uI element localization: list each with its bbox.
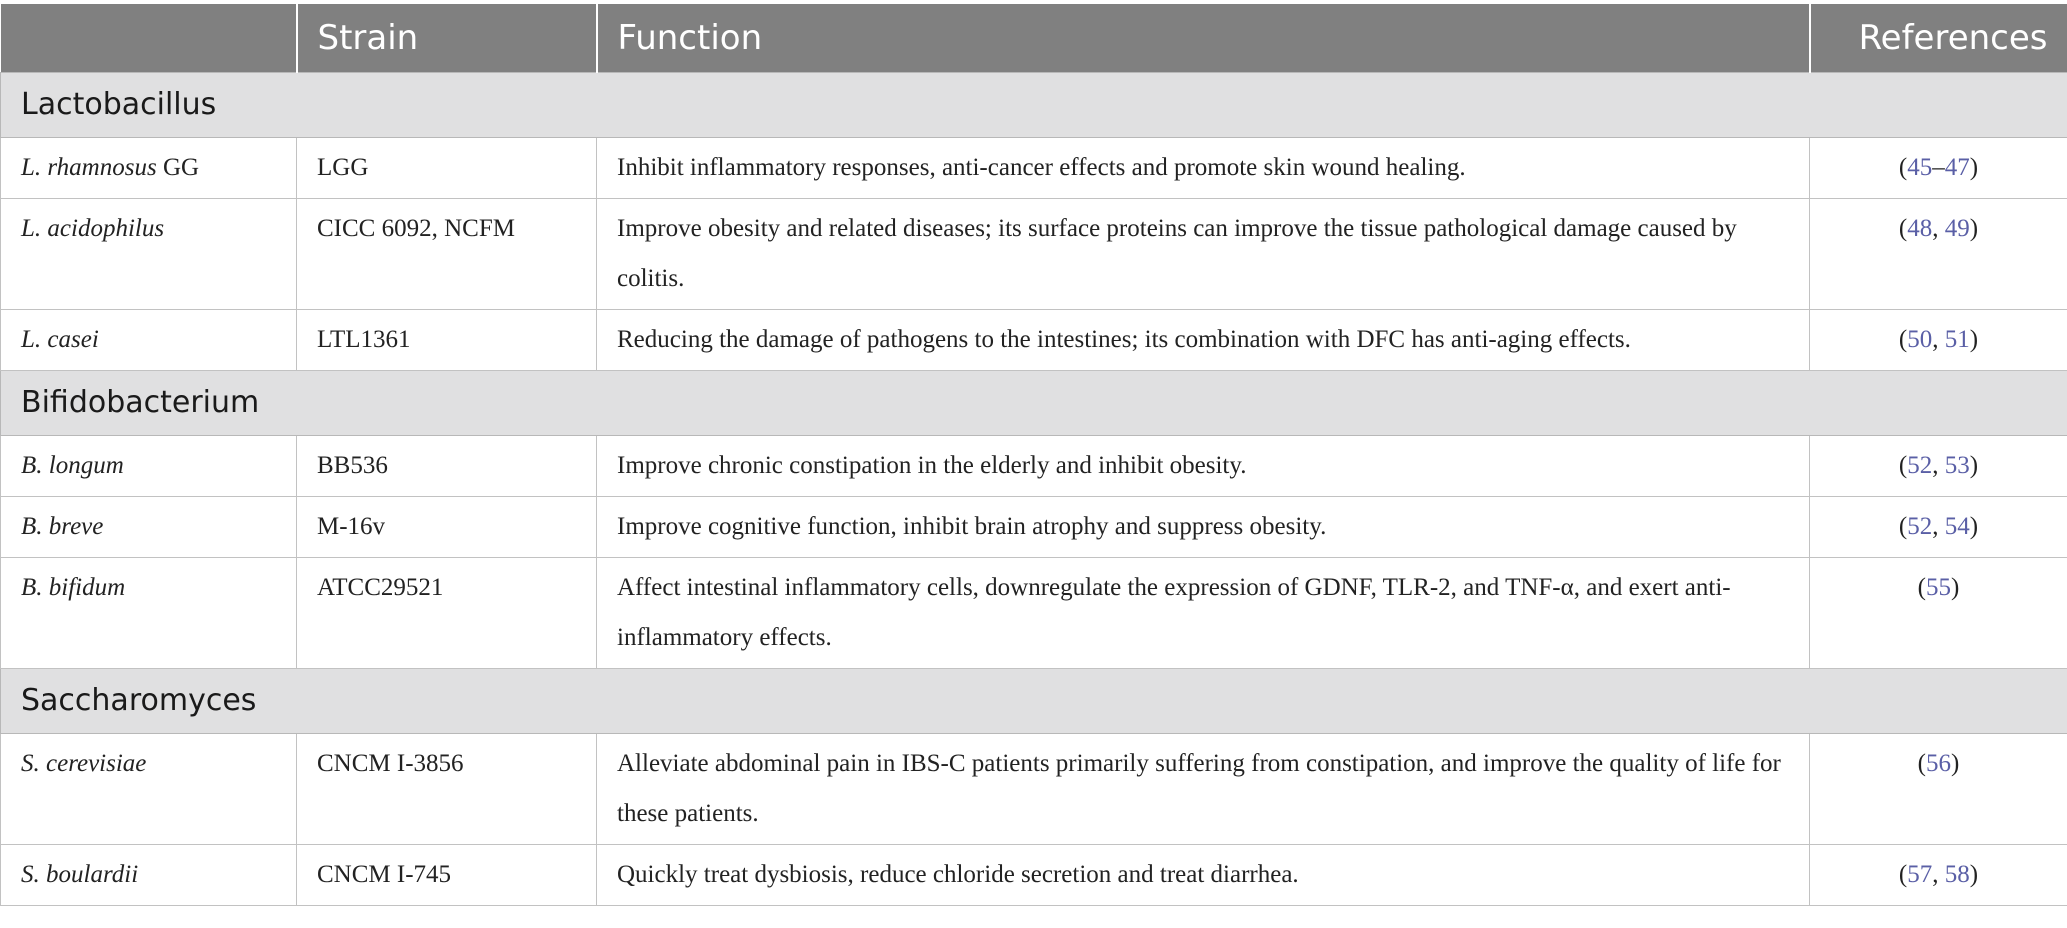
function-cell: Improve chronic constipation in the elderly and inhibit obesity. (597, 436, 1810, 497)
species-name: B. breve (21, 513, 104, 540)
table-row (1, 138, 2067, 199)
header-strain: Strain (297, 4, 597, 73)
strain-cell: CNCM I-3856 (297, 734, 597, 845)
table-row (1, 310, 2067, 371)
references-cell: (50, 51) (1810, 310, 2067, 371)
reference-link[interactable]: 52 (1907, 513, 1933, 540)
references-cell: (45–47) (1810, 138, 2067, 199)
species-suffix: GG (156, 154, 200, 181)
references-cell: (57, 58) (1810, 845, 2067, 906)
group-row (1, 371, 2067, 436)
species-name: B. longum (21, 452, 124, 479)
species-cell (1, 845, 297, 906)
references-cell: (56) (1810, 734, 2067, 845)
reference-link[interactable]: 45 (1907, 154, 1933, 181)
table-row (1, 734, 2067, 845)
group-row (1, 669, 2067, 734)
species-cell (1, 199, 297, 310)
strain-cell: LTL1361 (297, 310, 597, 371)
function-cell: Improve obesity and related diseases; its surface proteins can improve the tissue pathological damage caused by colitis. (597, 199, 1810, 310)
reference-link[interactable]: 57 (1907, 861, 1933, 888)
references-cell: (52, 53) (1810, 436, 2067, 497)
function-cell: Inhibit inflammatory responses, anti-cancer effects and promote skin wound healing. (597, 138, 1810, 199)
strain-cell: BB536 (297, 436, 597, 497)
group-label: Bifidobacterium (1, 371, 2067, 436)
species-cell (1, 436, 297, 497)
table-row (1, 845, 2067, 906)
function-cell: Quickly treat dysbiosis, reduce chloride secretion and treat diarrhea. (597, 845, 1810, 906)
species-cell (1, 734, 297, 845)
species-name: S. cerevisiae (21, 750, 147, 777)
group-label: Saccharomyces (1, 669, 2067, 734)
table-body (1, 73, 2067, 906)
reference-separator: , (1932, 215, 1945, 242)
reference-separator: , (1932, 513, 1945, 540)
species-name: L. rhamnosus (21, 154, 157, 181)
reference-link[interactable]: 51 (1944, 326, 1970, 353)
references-cell: (55) (1810, 558, 2067, 669)
strain-cell: M-16v (297, 497, 597, 558)
species-cell (1, 310, 297, 371)
function-cell: Alleviate abdominal pain in IBS-C patients primarily suffering from constipation, and improve the quality of life for these patients. (597, 734, 1810, 845)
table-row (1, 436, 2067, 497)
reference-link[interactable]: 55 (1926, 574, 1951, 601)
header-function: Function (597, 4, 1810, 73)
reference-link[interactable]: 56 (1926, 750, 1951, 777)
reference-link[interactable]: 54 (1944, 513, 1970, 540)
header-species (1, 4, 297, 73)
strain-cell: CNCM I-745 (297, 845, 597, 906)
reference-separator: , (1932, 452, 1945, 479)
strain-cell: CICC 6092, NCFM (297, 199, 597, 310)
reference-link[interactable]: 47 (1944, 154, 1970, 181)
species-name: S. boulardii (21, 861, 139, 888)
references-cell: (52, 54) (1810, 497, 2067, 558)
species-cell (1, 497, 297, 558)
table-header (1, 4, 2067, 73)
reference-link[interactable]: 52 (1907, 452, 1933, 479)
reference-separator: , (1932, 861, 1945, 888)
reference-link[interactable]: 58 (1944, 861, 1970, 888)
species-cell (1, 558, 297, 669)
reference-link[interactable]: 50 (1907, 326, 1933, 353)
group-row (1, 73, 2067, 138)
function-cell: Affect intestinal inflammatory cells, downregulate the expression of GDNF, TLR-2, and TNF-α, and exert anti-inflammatory effects. (597, 558, 1810, 669)
species-name: B. bifidum (21, 574, 126, 601)
reference-link[interactable]: 48 (1907, 215, 1933, 242)
probiotics-table (0, 4, 2067, 906)
table-row (1, 558, 2067, 669)
function-cell: Reducing the damage of pathogens to the intestines; its combination with DFC has anti-aging effects. (597, 310, 1810, 371)
species-name: L. acidophilus (21, 215, 165, 242)
species-cell (1, 138, 297, 199)
group-label: Lactobacillus (1, 73, 2067, 138)
function-cell: Improve cognitive function, inhibit brain atrophy and suppress obesity. (597, 497, 1810, 558)
species-name: L. casei (21, 326, 99, 353)
header-references: References (1810, 4, 2067, 73)
reference-separator: , (1932, 326, 1945, 353)
reference-link[interactable]: 53 (1944, 452, 1970, 479)
references-cell: (48, 49) (1810, 199, 2067, 310)
table-row (1, 199, 2067, 310)
strain-cell: LGG (297, 138, 597, 199)
reference-link[interactable]: 49 (1944, 215, 1970, 242)
strain-cell: ATCC29521 (297, 558, 597, 669)
table-row (1, 497, 2067, 558)
reference-separator: – (1932, 154, 1945, 181)
